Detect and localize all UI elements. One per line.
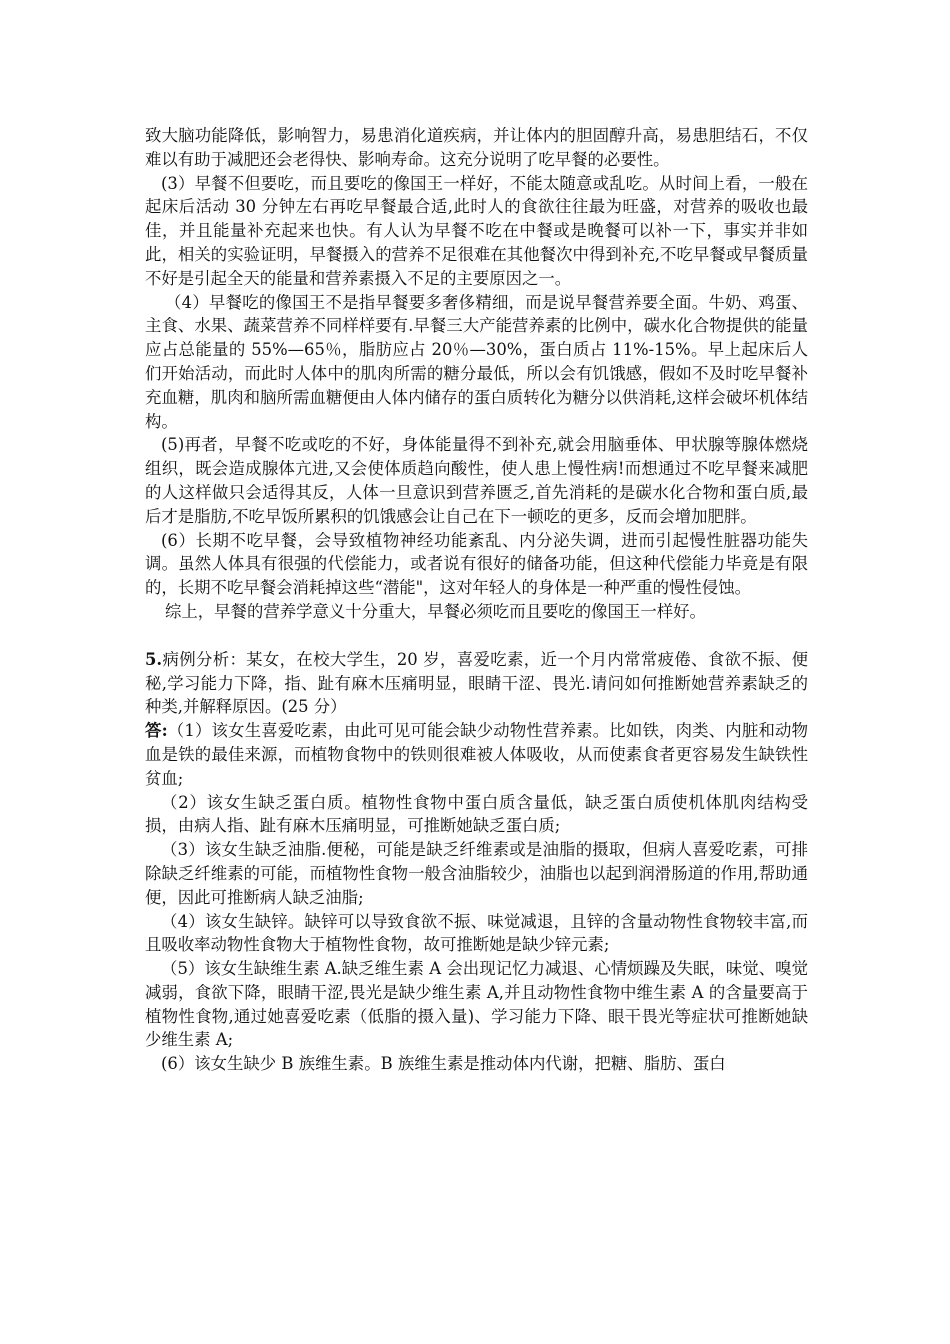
paragraph-3: (3）早餐不但要吃，而且要吃的像国王一样好，不能太随意或乱吃。从时间上看，一般在起床后活动 30 分钟左右再吃早餐最合适,此时人的食欲往往最为旺盛，对营养的吸收也最佳，并且能量补充起来也快。有人认为早餐不吃在中餐或是晚餐可以补一下，事实并非如此，相关的实验证明，早餐摄入的营养不足很难在其他餐次中得到补充,不吃早餐或早餐质量不好是引起全天的能量和营养素摄入不足的主要原因之一。 <box>145 173 808 288</box>
answer-3: （3）该女生缺乏油脂.便秘，可能是缺乏纤维素或是油脂的摄取，但病人喜爱吃素，可排除缺乏纤维素的可能，而植物性食物一般含油脂较少，油脂也以起到润滑肠道的作用,帮助通便，因此可推断病人缺乏油脂; <box>145 840 808 907</box>
answer-label: 答: <box>145 721 168 741</box>
paragraph-5: (5)再者，早餐不吃或吃的不好，身体能量得不到补充,就会用脑垂体、甲状腺等腺体燃烧组织，既会造成腺体亢进,又会使体质趋向酸性，使人患上慢性病!而想通过不吃早餐来减肥的人这样做只会适得其反，人体一旦意识到营养匮乏,首先消耗的是碳水化合物和蛋白质,最后才是脂肪,不吃早饭所累积的饥饿感会让自己在下一顿吃的更多，反而会增加肥胖。 <box>145 435 808 526</box>
answer-1 <box>145 719 808 790</box>
paragraph-6: (6）长期不吃早餐，会导致植物神经功能紊乱、内分泌失调，进而引起慢性脏器功能失调。虽然人体具有很强的代偿能力，或者说有很好的储备功能，但这种代偿能力毕竟是有限的，长期不吃早餐会消耗掉这些“潜能"，这对年轻人的身体是一种严重的慢性侵蚀。 <box>145 530 808 598</box>
question-text: 病例分析：某女，在校大学生，20 岁，喜爱吃素，近一个月内常常疲倦、食欲不振、便秘,学习能力下降，指、趾有麻木压痛明显，眼睛干涩、畏光.请问如何推断她营养素缺乏的种类,并解释原因。(25 分） <box>145 649 808 717</box>
answer-2: （2）该女生缺乏蛋白质。植物性食物中蛋白质含量低，缺乏蛋白质使机体肌肉结构受损，由病人指、趾有麻木压痛明显，可推断她缺乏蛋白质; <box>145 792 808 836</box>
question-number: 5. <box>145 649 163 669</box>
answer-4: （4）该女生缺锌。缺锌可以导致食欲不振、味觉减退，且锌的含量动物性食物较丰富,而且吸收率动物性食物大于植物性食物，故可推断她是缺少锌元素; <box>145 911 808 955</box>
paragraph-continued: 致大脑功能降低，影响智力，易患消化道疾病，并让体内的胆固醇升高，易患胆结石，不仅难以有助于减肥还会老得快、影响寿命。这充分说明了吃早餐的必要性。 <box>145 126 808 169</box>
answer-6: (6）该女生缺少 B 族维生素。B 族维生素是推动体内代谢，把糖、脂肪、蛋白 <box>161 1054 726 1074</box>
answer-1-text: （1）该女生喜爱吃素，由此可见可能会缺少动物性营养素。比如铁，肉类、内脏和动物血是铁的最佳来源，而植物食物中的铁则很难被人体吸收，从而使素食者更容易发生缺铁性贫血; <box>145 721 808 788</box>
paragraph-4: （4）早餐吃的像国王不是指早餐要多奢侈精细，而是说早餐营养要全面。牛奶、鸡蛋、主食、水果、蔬菜营养不同样样要有.早餐三大产能营养素的比例中，碳水化合物提供的能量应占总能量的 55%—65％，脂肪应占 20％—30%，蛋白质占 11%-15%。早上起床后人们开始活动，而此时人体中的肌肉所需的糖分最低，所以会有饥饿感，假如不及时吃早餐补充血糖，肌肉和脑所需血糖便由人体内储存的蛋白质转化为糖分以供消耗,这样会破坏机体结构。 <box>145 292 808 431</box>
question-5 <box>145 648 808 719</box>
section-gap <box>145 624 808 648</box>
summary-paragraph: 综上，早餐的营养学意义十分重大，早餐必须吃而且要吃的像国王一样好。 <box>165 601 706 621</box>
document-body <box>145 124 808 1076</box>
answer-5: （5）该女生缺维生素 A.缺乏维生素 A 会出现记忆力减退、心情烦躁及失眠，味觉、嗅觉减弱，食欲下降，眼睛干涩,畏光是缺少维生素 A,并且动物性食物中维生素 A 的含量要高于植物性食物,通过她喜爱吃素（低脂的摄入量)、学习能力下降、眼干畏光等症状可推断她缺少维生素 A; <box>145 959 808 1050</box>
